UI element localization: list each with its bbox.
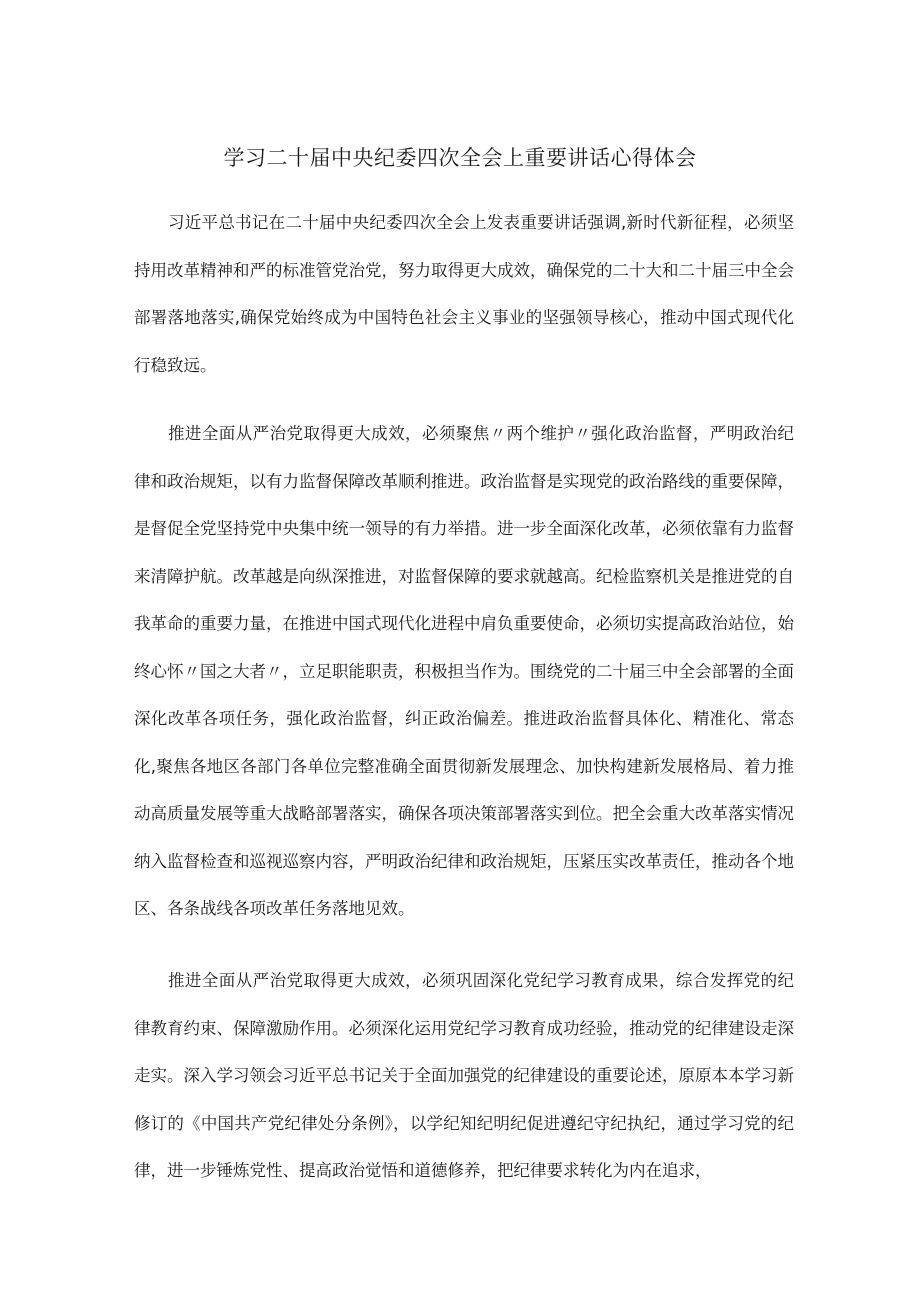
paragraph-3: 推进全面从严治党取得更大成效，必须巩固深化党纪学习教育成果，综合发挥党的纪律教育约束、保障激励作用。必须深化运用党纪学习教育成功经验，推动党的纪律建设走深走实。深入学习领会习近平总书记关于全面加强党的纪律建设的重要论述，原原本本学习新修订的《中国共产党纪律处分条例》，以学纪知纪明纪促进遵纪守纪执纪，通过学习党的纪律，进一步锤炼党性、提高政治觉悟和道德修养，把纪律要求转化为内在追求， xyxy=(134,971,794,1180)
paragraph-1: 习近平总书记在二十届中央纪委四次全会上发表重要讲话强调,新时代新征程，必须坚持用改革精神和严的标准管党治党，努力取得更大成效，确保党的二十大和二十届三中全会部署落地落实,确保党始终成为中国特色社会主义事业的坚强领导核心，推动中国式现代化行稳致远。 xyxy=(134,213,794,375)
document-title: 学习二十届中央纪委四次全会上重要讲话心得体会 xyxy=(223,146,697,170)
paragraph-2: 推进全面从严治党取得更大成效，必须聚焦〃两个维护〃强化政治监督，严明政治纪律和政治规矩，以有力监督保障改革顺利推进。政治监督是实现党的政治路线的重要保障，是督促全党坚持党中央集中统一领导的有力举措。进一步全面深化改革，必须依靠有力监督来清障护航。改革越是向纵深推进，对监督保障的要求就越高。纪检监察机关是推进党的自我革命的重要力量，在推进中国式现代化进程中肩负重要使命，必须切实提高政治站位，始终心怀〃国之大者〃，立足职能职责，积极担当作为。围绕党的二十届三中全会部署的全面深化改革各项任务，强化政治监督，纠正政治偏差。推进政治监督具体化、精准化、常态化,聚焦各地区各部门各单位完整准确全面贯彻新发展理念、加快构建新发展格局、着力推动高质量发展等重大战略部署落实，确保各项决策部署落实到位。把全会重大改革落实情况纳入监督检查和巡视巡察内容，严明政治纪律和政治规矩，压紧压实改革责任，推动各个地区、各条战线各项改革任务落地见效。 xyxy=(134,424,794,918)
